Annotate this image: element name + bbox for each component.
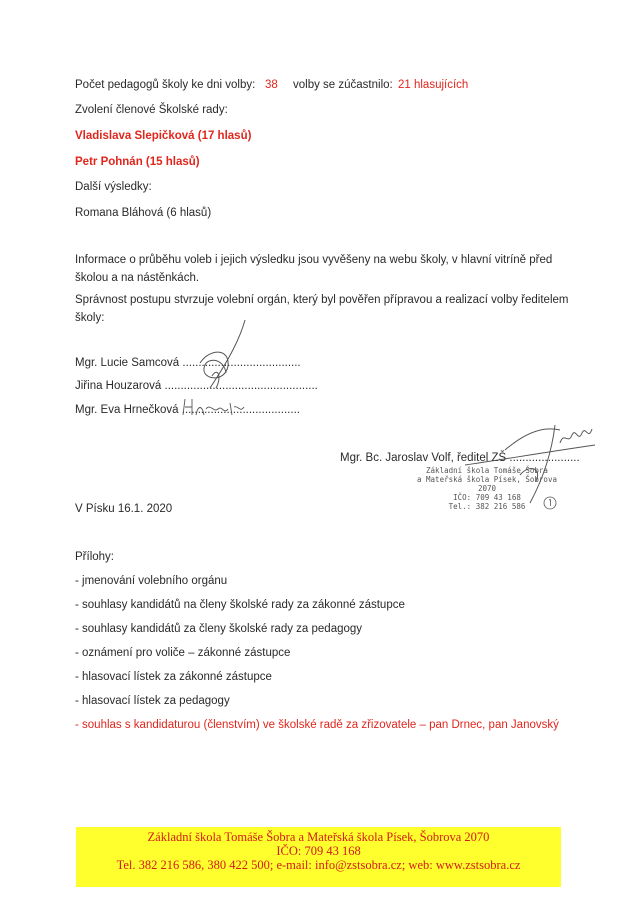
school-stamp: [412, 466, 562, 511]
footer-school-name: Základní škola Tomáše Šobra a Mateřská škola Písek, Šobrova 2070: [147, 830, 490, 844]
footer-ico: IČO: 709 43 168: [276, 844, 361, 858]
attachment-item: - souhlasy kandidátů za členy školské rady za pedagogy: [75, 623, 363, 635]
signature-dots: ................................................: [164, 380, 318, 392]
stamp-line: Tel.: 382 216 586: [448, 502, 526, 511]
other-result: Romana Bláhová (6 hlasů): [75, 207, 212, 219]
director-label: Mgr. Bc. Jaroslav Volf, ředitel ZŠ: [340, 452, 507, 464]
signer-name: Jiřina Houzarová: [75, 380, 162, 392]
place-date: V Písku 16.1. 2020: [75, 503, 173, 515]
teachers-count-label: Počet pedagogů školy ke dni volby:: [75, 79, 256, 91]
stamp-line: a Mateřská škola Písek, Šobrova 2070: [417, 475, 557, 493]
signature-dots: .....................................: [182, 357, 301, 369]
footer-contact: Tel. 382 216 586, 380 422 500; e-mail: info@zstsobra.cz; web: www.zstsobra.cz: [116, 858, 521, 872]
attachment-item: - jmenování volebního orgánu: [75, 575, 228, 587]
attachments-label: Přílohy:: [75, 551, 114, 563]
stamp-line: Základní škola Tomáše Šobra: [426, 466, 548, 475]
signer-name: Mgr. Lucie Samcová: [75, 357, 180, 369]
handwritten-signature-samcova: [190, 318, 260, 398]
signer-row: [75, 357, 301, 369]
other-results-label: Další výsledky:: [75, 181, 152, 193]
stamp-circle-icon: [543, 496, 557, 510]
school-footer: [76, 827, 561, 887]
elected-members-label: Zvolení členové Školské rady:: [75, 104, 228, 116]
attachment-item: - hlasovací lístek za pedagogy: [75, 695, 230, 707]
signature-dots: ......................: [509, 452, 580, 464]
attachment-item-highlighted: - souhlas s kandidaturou (členstvím) ve školské radě za zřizovatele – pan Drnec, pan Janovský: [75, 719, 559, 731]
participation-label: volby se zúčastnilo:: [293, 79, 393, 91]
info-paragraph: Informace o průběhu voleb i jejich výsledku jsou vyvěšeny na webu školy, v hlavní vitríně před školou a na nástěnkách.: [75, 254, 553, 284]
elected-member: Petr Pohnán (15 hlasů): [75, 156, 200, 168]
attachment-item: - oznámení pro voliče – zákonné zástupce: [75, 647, 291, 659]
attachment-item: - souhlasy kandidátů na členy školské rady za zákonné zástupce: [75, 599, 405, 611]
elected-member: Vladislava Slepičková (17 hlasů): [75, 130, 252, 142]
participation-value: 21 hlasujících: [398, 79, 469, 91]
signature-dots: .....................................: [181, 404, 300, 416]
teachers-count-value: 38: [265, 79, 278, 91]
signer-name: Mgr. Eva Hrnečková: [75, 404, 179, 416]
confirmation-paragraph: Správnost postupu stvrzuje volební orgán, který byl pověřen přípravou a realizací volby ředitelem školy:: [75, 294, 569, 324]
handwritten-signature-hrneckova: [180, 395, 250, 420]
stamp-line: IČO: 709 43 168: [453, 493, 521, 502]
attachment-item: - hlasovací lístek za zákonné zástupce: [75, 671, 272, 683]
